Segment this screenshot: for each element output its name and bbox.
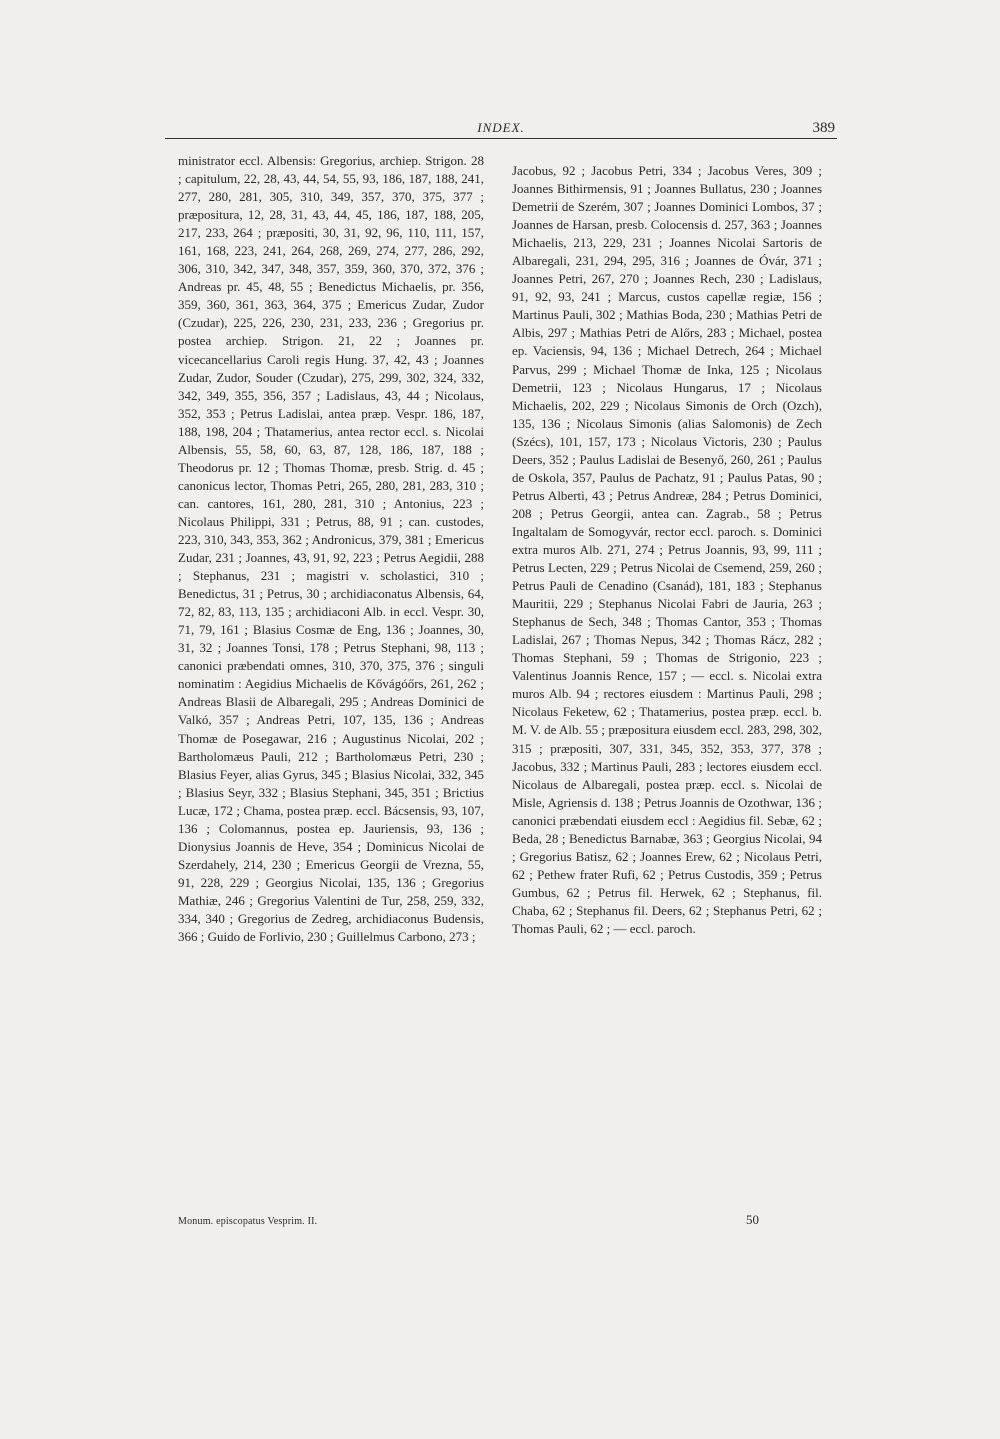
- header-title: INDEX.: [477, 120, 525, 135]
- index-column-right: Jacobus, 92 ; Jacobus Petri, 334 ; Jacobus Veres, 309 ; Joannes Bithirmensis, 91 ; Joannes Bullatus, 230 ; Joannes Demetrii de Szerém, 307 ; Joannes Dominici Lombos, 37 ; Joannes de Harsan, presb. Colocensis d. 257, 363 ; Joannes Michaelis, 213, 229, 231 ; Joannes Nicolai Sartoris de Albaregali, 231, 294, 295, 316 ; Joannes de Óvár, 371 ; Joannes Petri, 267, 270 ; Joannes Rech, 230 ; Ladislaus, 91, 92, 93, 241 ; Marcus, custos capellæ regiæ, 156 ; Martinus Pauli, 302 ; Mathias Boda, 230 ; Mathias Petri de Albis, 297 ; Mathias Petri de Alőrs, 283 ; Michael, postea ep. Vaciensis, 94, 136 ; Michael Detrech, 264 ; Michael Parvus, 299 ; Michael Thomæ de Inka, 125 ; Nicolaus Demetrii, 123 ; Nicolaus Hungarus, 17 ; Nicolaus Michaelis, 202, 229 ; Nicolaus Simonis de Orch (Ozch), 135, 136 ; Nicolaus Simonis (alias Salomonis) de Zech (Szécs), 101, 157, 173 ; Nicolaus Victoris, 230 ; Paulus Deers, 352 ; Paulus Ladislai de Besenyő, 260, 261 ; Paulus de Oskola, 357, Paulus de Pachatz, 91 ; Paulus Patas, 90 ; Petrus Alberti, 43 ; Petrus Andreæ, 284 ; Petrus Dominici, 208 ; Petrus Georgii, antea can. Zagrab., 58 ; Petrus Ingaltalam de Somogyvár, rector eccl. paroch. s. Dominici extra muros Alb. 271, 274 ; Petrus Joannis, 93, 99, 111 ; Petrus Lecten, 229 ; Petrus Nicolai de Csemend, 259, 260 ; Petrus Pauli de Cenadino (Csanád), 181, 183 ; Stephanus Mauritii, 229 ; Stephanus Nicolai Fabri de Jauria, 263 ; Stephanus de Sech, 348 ; Thomas Cantor, 353 ; Thomas Ladislai, 267 ; Thomas Nepus, 342 ; Thomas Rácz, 282 ; Thomas Stephani, 59 ; Thomas de Strigonio, 223 ; Valentinus Joannis Rence, 157 ; — eccl. s. Nicolai extra muros Alb. 94 ; rectores eiusdem : Martinus Pauli, 298 ; Nicolaus Feketew, 62 ; Thatamerius, postea præp. eccl. b. M. V. de Alb. 55 ; præpositura eiusdem eccl. 283, 298, 302, 315 ; præpositi, 307, 331, 345, 352, 353, 377, 378 ; Jacobus, 332 ; Martinus Pauli, 283 ; lectores eiusdem eccl. Nicolaus de Albaregali, postea præp. eccl. s. Nicolai de Misle, Agriensis d. 138 ; Petrus Joannis de Ozothwar, 136 ; canonici præbendati eiusdem eccl : Aegidius fil. Sebæ, 62 ; Beda, 28 ; Benedictus Barnabæ, 363 ; Georgius Nicolai, 94 ; Gregorius Batisz, 62 ; Joannes Erew, 62 ; Nicolaus Petri, 62 ; Pethew frater Rufi, 62 ; Petrus Custodis, 359 ; Petrus Gumbus, 62 ; Petrus fil. Herwek, 62 ; Stephanus, fil. Chaba, 62 ; Stephanus fil. Deers, 62 ; Stephanus Petri, 62 ; Thomas Pauli, 62 ; — eccl. paroch.: [512, 163, 822, 936]
- header-rule: [165, 138, 837, 139]
- footer-signature: Monum. episcopatus Vesprim. II.: [178, 1216, 318, 1227]
- index-column-left: ministrator eccl. Albensis: Gregorius, archiep. Strigon. 28 ; capitulum, 22, 28, 43, 44, 54, 55, 93, 186, 187, 188, 241, 277, 280, 281, 305, 310, 349, 357, 370, 375, 377 ; præpositura, 12, 28, 31, 43, 44, 45, 186, 187, 188, 205, 217, 233, 264 ; præpositi, 30, 31, 92, 96, 110, 111, 157, 161, 168, 223, 241, 264, 268, 269, 274, 277, 286, 292, 306, 310, 342, 347, 348, 357, 359, 360, 370, 372, 376 ; Andreas pr. 45, 48, 55 ; Benedictus Michaelis, pr. 356, 359, 360, 361, 363, 364, 375 ; Emericus Zudar, Zudor (Czudar), 225, 226, 230, 231, 233, 236 ; Gregorius pr. postea archiep. Strigon. 21, 22 ; Joannes pr. vicecancellarius Caroli regis Hung. 37, 42, 43 ; Joannes Zudar, Zudor, Souder (Czudar), 275, 299, 302, 324, 332, 342, 349, 355, 356, 357 ; Ladislaus, 43, 44 ; Nicolaus, 352, 353 ; Petrus Ladislai, antea præp. Vespr. 186, 187, 188, 198, 204 ; Thatamerius, antea rector eccl. s. Nicolai Albensis, 55, 58, 60, 63, 87, 128, 186, 187, 188 ; Theodorus pr. 12 ; Thomas Thomæ, presb. Strig. d. 45 ; canonicus lector, Thomas Petri, 265, 280, 281, 283, 310 ; can. cantores, 161, 280, 281, 310 ; Antonius, 223 ; Nicolaus Philippi, 331 ; Petrus, 88, 91 ; can. custodes, 223, 310, 343, 353, 362 ; Andronicus, 379, 381 ; Emericus Zudar, 231 ; Joannes, 43, 91, 92, 223 ; Petrus Aegidii, 288 ; Stephanus, 231 ; magistri v. scholastici, 310 ; Benedictus, 31 ; Petrus, 30 ; archidiaconatus Albensis, 64, 72, 82, 83, 113, 135 ; archidiaconi Alb. in eccl. Vespr. 30, 71, 79, 161 ; Blasius Cosmæ de Eng, 136 ; Joannes, 30, 31, 32 ; Joannes Tonsi, 178 ; Petrus Stephani, 98, 113 ; canonici præbendati omnes, 310, 370, 375, 376 ; singuli nominatim : Aegidius Michaelis de Kővágóőrs, 261, 262 ; Andreas Blasii de Albaregali, 295 ; Andreas Dominici de Valkó, 357 ; Andreas Petri, 107, 135, 136 ; Andreas Thomæ de Posegawar, 216 ; Augustinus Nicolai, 202 ; Bartholomæus Pauli, 212 ; Bartholomæus Petri, 230 ; Blasius Feyer, alias Gyrus, 345 ; Blasius Nicolai, 332, 345 ; Blasius Seyr, 332 ; Blasius Stephani, 345, 351 ; Brictius Lucæ, 172 ; Chama, postea præp. eccl. Bácsensis, 93, 107, 136 ; Colomannus, postea ep. Jauriensis, 93, 136 ; Dionysius Joannis de Heve, 354 ; Dominicus Nicolai de Szerdahely, 214, 230 ; Emericus Georgii de Vrezna, 55, 91, 228, 229 ; Georgius Nicolai, 135, 136 ; Gregorius Mathiæ, 246 ; Gregorius Valentini de Tur, 258, 259, 332, 334, 340 ; Gregorius de Zedreg, archidiaconus Budensis, 366 ; Guido de Forlivio, 230 ; Guillelmus Carbono, 273 ;: [178, 153, 484, 945]
- sheet-number: 50: [746, 1212, 759, 1227]
- running-header: [165, 118, 837, 142]
- page-number: 389: [812, 120, 835, 136]
